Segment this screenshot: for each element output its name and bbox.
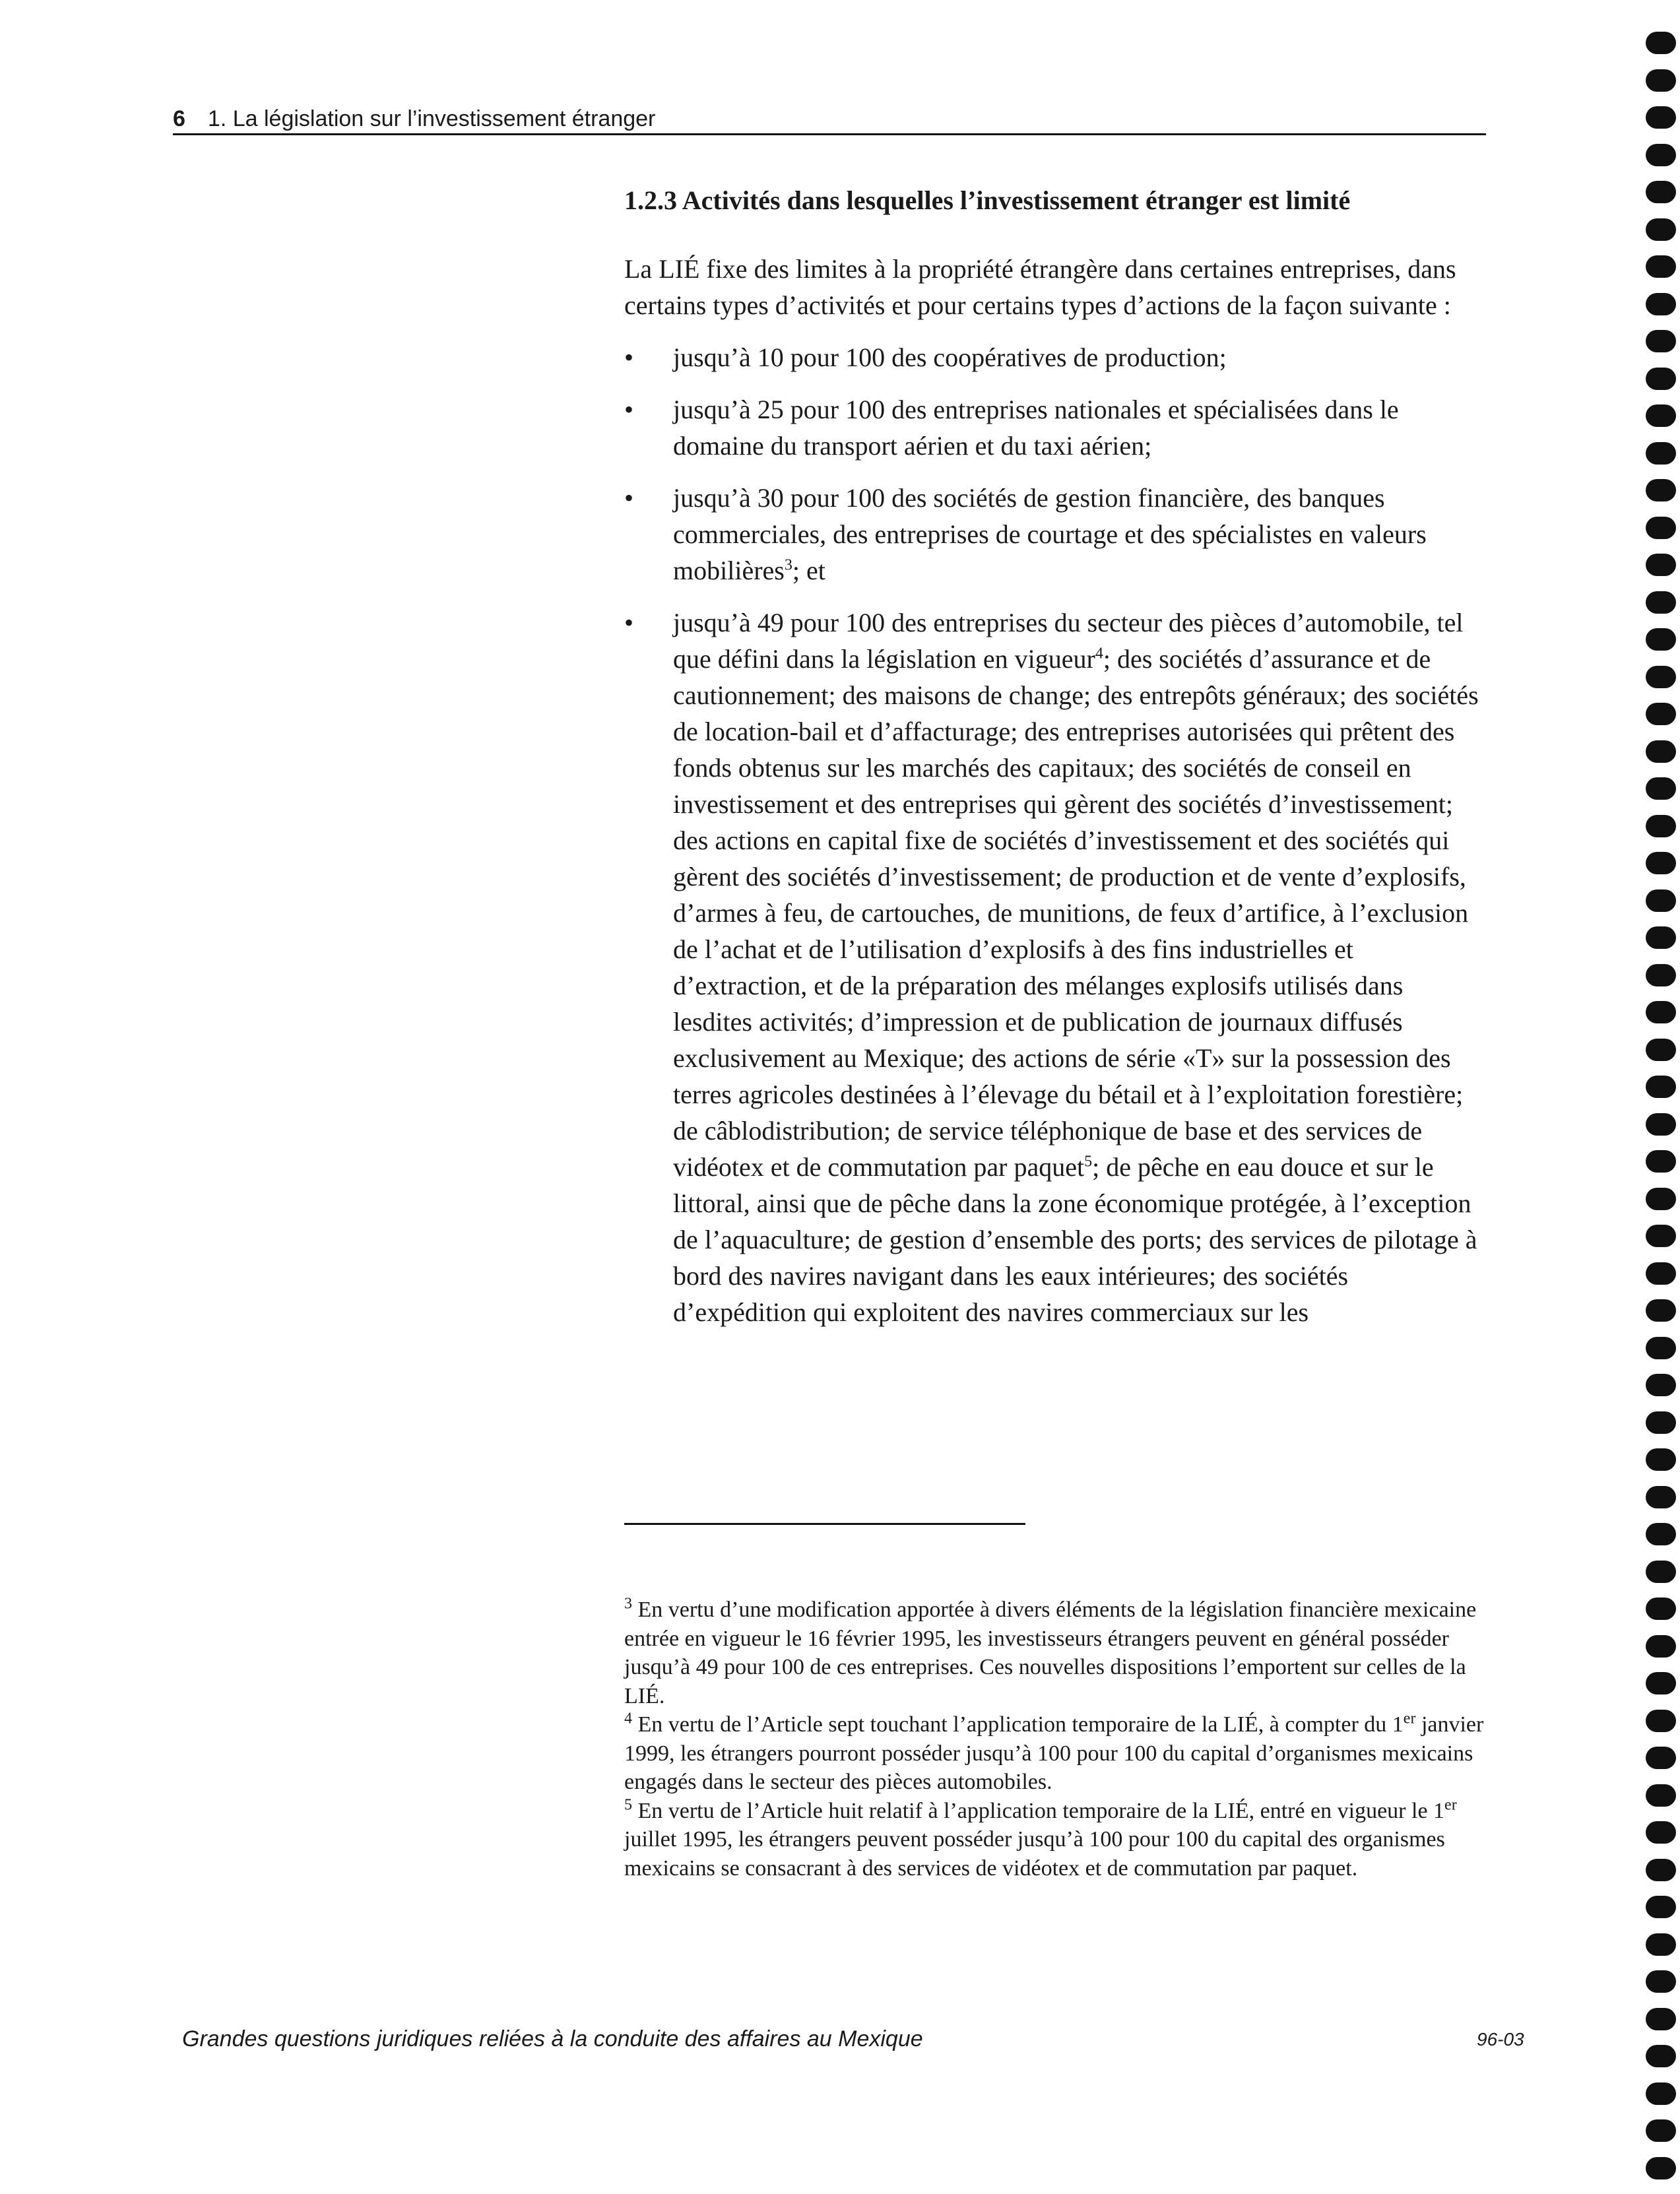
footnote-text: janvier 1999, les étrangers pourront posséder jusqu’à 100 pour 100 du capital d’organismes mexicains engagés dans le secteur des pièces automobiles. bbox=[624, 1712, 1484, 1794]
section-body bbox=[624, 251, 1482, 1346]
binding-hole-icon bbox=[1646, 1970, 1676, 1993]
binding-hole-icon bbox=[1646, 1299, 1676, 1322]
bullet-icon: • bbox=[624, 342, 634, 372]
binding-hole-icon bbox=[1646, 1859, 1676, 1881]
binding-hole-icon bbox=[1646, 815, 1676, 837]
binding-hole-icon bbox=[1646, 2082, 1676, 2105]
binding-hole-icon bbox=[1646, 1113, 1676, 1136]
binding-hole-icon bbox=[1646, 964, 1676, 986]
binding-hole-icon bbox=[1646, 1001, 1676, 1023]
footnote bbox=[624, 1797, 1508, 1883]
binding-hole-icon bbox=[1646, 1561, 1676, 1583]
list-item-tail: ; et bbox=[792, 556, 825, 585]
intro-paragraph: La LIÉ fixe des limites à la propriété étrangère dans certaines entreprises, dans certains types d’activités et pour certains types d’actions de la façon suivante : bbox=[624, 254, 1456, 320]
limits-list bbox=[624, 339, 1482, 1330]
binding-hole-icon bbox=[1646, 1374, 1676, 1396]
section-heading: 1.2.3 Activités dans lesquelles l’investissement étranger est limité bbox=[624, 185, 1351, 215]
binding-hole-icon bbox=[1646, 1076, 1676, 1098]
binding-hole-icon bbox=[1646, 330, 1676, 352]
list-item-text: jusqu’à 10 pour 100 des coopératives de production; bbox=[673, 342, 1227, 372]
footnote-divider bbox=[624, 1523, 1025, 1525]
binding-hole-icon bbox=[1646, 1411, 1676, 1434]
ordinal-suffix: er bbox=[1403, 1710, 1416, 1727]
binding-hole-icon bbox=[1646, 666, 1676, 688]
chapter-title: 1. La législation sur l’investissement étranger bbox=[207, 106, 656, 131]
list-item bbox=[624, 391, 1482, 464]
binding-hole-icon bbox=[1646, 2045, 1676, 2067]
binding-hole-icon bbox=[1646, 218, 1676, 241]
binding-hole-icon bbox=[1646, 1933, 1676, 1956]
page-number: 6 bbox=[173, 106, 185, 131]
ordinal-suffix: er bbox=[1444, 1796, 1457, 1814]
binding-hole-icon bbox=[1646, 2119, 1676, 2142]
spiral-binding bbox=[1634, 0, 1680, 2194]
binding-hole-icon bbox=[1646, 1448, 1676, 1471]
binding-hole-icon bbox=[1646, 554, 1676, 576]
footnote-text: En vertu d’une modification apportée à divers éléments de la législation financière mexicaine entrée en vigueur le 16 février 1995, les investisseurs étrangers peuvent en général posséder jusqu’à 49 pour 100 de ces entreprises. Ces nouvelles dispositions l’emportent sur celles de la LIÉ. bbox=[624, 1597, 1477, 1708]
footnote-number: 3 bbox=[624, 1595, 632, 1613]
binding-hole-icon bbox=[1646, 1188, 1676, 1210]
binding-hole-icon bbox=[1646, 1896, 1676, 1918]
footnote-number: 5 bbox=[624, 1796, 632, 1814]
binding-hole-icon bbox=[1646, 479, 1676, 501]
binding-hole-icon bbox=[1646, 2157, 1676, 2179]
footnotes bbox=[624, 1596, 1508, 1883]
binding-hole-icon bbox=[1646, 1337, 1676, 1359]
binding-hole-icon bbox=[1646, 181, 1676, 203]
binding-hole-icon bbox=[1646, 740, 1676, 763]
list-item-tail: ; des sociétés d’assurance et de cautionnement; des maisons de change; des entrepôts généraux; des sociétés de location-bail et d’affacturage; des entreprises autorisées qui prêtent des fonds obtenus sur les marchés des capitaux; des sociétés de conseil en investissement et des entreprises qui gèrent des sociétés d’investissement; des actions en capital fixe de sociétés d’investissement et des sociétés qui gèrent des sociétés d’investissement; de production et de vente d’explosifs, d’armes à feu, de cartouches, de munitions, de feux d’artifice, à l’exclusion de l’achat et de l’utilisation d’explosifs à des fins industrielles et d’extraction, et de la préparation des mélanges explosifs utilisés dans lesdites activités; d’impression et de publication de journaux diffusés exclusivement au Mexique; des actions de série «T» sur la possession des terres agricoles destinées à l’élevage du bétail et à l’exploitation forestière; de câblodistribution; de service téléphonique de base et des services de vidéotex et de commutation par paquet bbox=[673, 644, 1479, 1182]
binding-hole-icon bbox=[1646, 889, 1676, 912]
binding-hole-icon bbox=[1646, 368, 1676, 390]
binding-hole-icon bbox=[1646, 2008, 1676, 2030]
footer-title: Grandes questions juridiques reliées à la conduite des affaires au Mexique bbox=[182, 2026, 923, 2051]
binding-hole-icon bbox=[1646, 1747, 1676, 1769]
binding-hole-icon bbox=[1646, 1597, 1676, 1620]
binding-hole-icon bbox=[1646, 852, 1676, 874]
list-item-text: jusqu’à 25 pour 100 des entreprises nationales et spécialisées dans le domaine du transport aérien et du taxi aérien; bbox=[673, 395, 1399, 461]
binding-hole-icon bbox=[1646, 1262, 1676, 1285]
binding-hole-icon bbox=[1646, 1635, 1676, 1658]
binding-hole-icon bbox=[1646, 517, 1676, 539]
list-item bbox=[624, 604, 1482, 1330]
footnote-text: En vertu de l’Article sept touchant l’application temporaire de la LIÉ, à compter du 1 bbox=[637, 1712, 1404, 1737]
binding-hole-icon bbox=[1646, 144, 1676, 166]
bullet-icon: • bbox=[624, 608, 634, 637]
binding-hole-icon bbox=[1646, 106, 1676, 129]
binding-hole-icon bbox=[1646, 293, 1676, 315]
bullet-icon: • bbox=[624, 483, 634, 513]
footnote-text: En vertu de l’Article huit relatif à l’application temporaire de la LIÉ, entré en vigueur le 1 bbox=[637, 1798, 1445, 1823]
binding-hole-icon bbox=[1646, 404, 1676, 427]
binding-hole-icon bbox=[1646, 1486, 1676, 1508]
binding-hole-icon bbox=[1646, 1150, 1676, 1173]
list-item bbox=[624, 480, 1482, 589]
footnote-ref: 3 bbox=[784, 556, 792, 574]
binding-hole-icon bbox=[1646, 628, 1676, 651]
running-header bbox=[173, 106, 1486, 135]
binding-hole-icon bbox=[1646, 442, 1676, 465]
footer-code: 96-03 bbox=[1477, 2029, 1524, 2049]
binding-hole-icon bbox=[1646, 703, 1676, 725]
footnote-text: juillet 1995, les étrangers peuvent posséder jusqu’à 100 pour 100 du capital des organismes mexicains se consacrant à des services de vidéotex et de commutation par paquet. bbox=[624, 1827, 1445, 1881]
binding-hole-icon bbox=[1646, 926, 1676, 949]
binding-hole-icon bbox=[1646, 69, 1676, 92]
list-item-text: jusqu’à 49 pour 100 des entreprises du secteur des pièces d’automobile, tel que défini dans la législation en vigueur bbox=[673, 608, 1464, 674]
binding-hole-icon bbox=[1646, 1710, 1676, 1732]
list-item bbox=[624, 339, 1482, 375]
list-item-tail: ; de pêche en eau douce et sur le littoral, ainsi que de pêche dans la zone économique protégée, à l’exception de l’aquaculture; de gestion d’ensemble des ports; des services de pilotage à bord des navires navigant dans les eaux intérieures; des sociétés d’expédition qui exploitent des navires commerciaux sur les bbox=[673, 1152, 1477, 1327]
footnote bbox=[624, 1596, 1508, 1710]
binding-hole-icon bbox=[1646, 1039, 1676, 1061]
bullet-icon: • bbox=[624, 395, 634, 424]
binding-hole-icon bbox=[1646, 1523, 1676, 1545]
binding-hole-icon bbox=[1646, 591, 1676, 614]
footnote-ref: 5 bbox=[1084, 1153, 1093, 1171]
binding-hole-icon bbox=[1646, 1672, 1676, 1694]
list-item-text: jusqu’à 30 pour 100 des sociétés de gestion financière, des banques commerciales, des entreprises de courtage et des spécialistes en valeurs mobilières bbox=[673, 483, 1427, 585]
footnote-number: 4 bbox=[624, 1710, 632, 1727]
binding-hole-icon bbox=[1646, 32, 1676, 54]
binding-hole-icon bbox=[1646, 777, 1676, 800]
binding-hole-icon bbox=[1646, 1225, 1676, 1247]
binding-hole-icon bbox=[1646, 1784, 1676, 1807]
footnote-ref: 4 bbox=[1095, 645, 1103, 662]
binding-hole-icon bbox=[1646, 1821, 1676, 1844]
binding-hole-icon bbox=[1646, 255, 1676, 278]
footnote bbox=[624, 1710, 1508, 1797]
